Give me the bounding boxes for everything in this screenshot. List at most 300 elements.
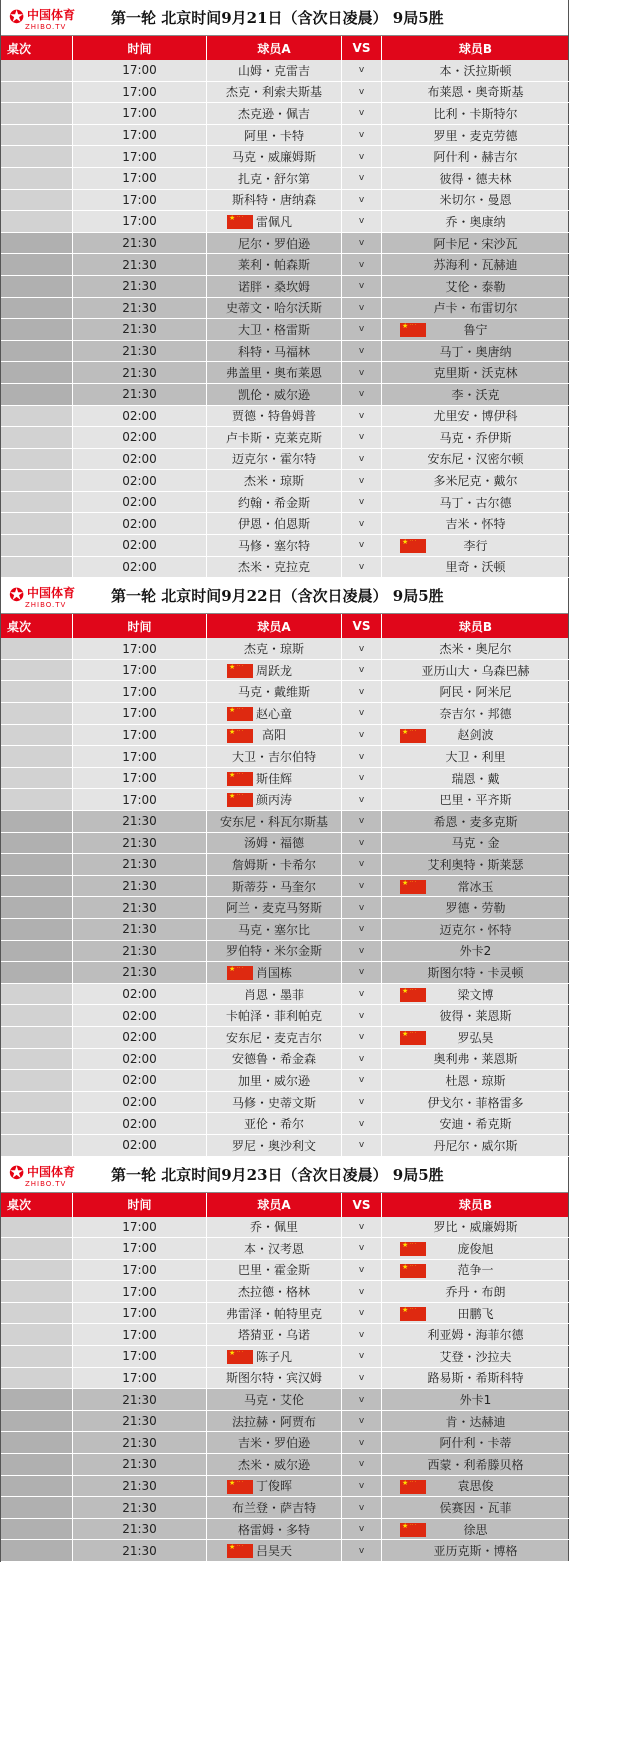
player-a — [207, 833, 341, 854]
player-b-name: 卢卡・布雷切尔 — [433, 301, 518, 316]
player-a — [207, 1476, 341, 1497]
player-a-cell — [207, 1070, 342, 1092]
match-row — [1, 384, 568, 406]
desk-cell — [1, 557, 73, 579]
match-row — [1, 1519, 568, 1541]
vs-marker: v — [342, 190, 382, 212]
match-row — [1, 768, 568, 790]
player-a-cell — [207, 919, 342, 941]
vs-marker: v — [342, 513, 382, 535]
player-a-name: 吕昊天 — [255, 1544, 292, 1559]
player-b-name: 杜恩・琼斯 — [445, 1073, 506, 1088]
player-a-cell — [207, 557, 342, 579]
player-b-name: 庞俊旭 — [457, 1241, 494, 1256]
player-b-cell — [382, 1027, 569, 1049]
player-a-cell — [207, 1027, 342, 1049]
player-a — [207, 897, 341, 918]
match-row — [1, 1303, 568, 1325]
player-a — [207, 427, 341, 448]
player-a — [207, 1368, 341, 1389]
player-a-cell — [207, 470, 342, 492]
china-flag-icon — [227, 707, 253, 721]
vs-marker: v — [342, 1049, 382, 1071]
player-a-name: 阿里・卡特 — [243, 128, 304, 143]
player-b — [382, 833, 569, 854]
player-a — [207, 1281, 341, 1302]
player-a — [207, 1217, 341, 1238]
player-b-cell — [382, 789, 569, 811]
desk-cell — [1, 1346, 73, 1368]
player-b — [382, 1476, 569, 1497]
player-b-name: 阿民・阿米尼 — [439, 685, 512, 700]
time-cell: 02:00 — [73, 557, 207, 579]
match-row — [1, 449, 568, 471]
desk-cell — [1, 1497, 73, 1519]
player-a-cell — [207, 768, 342, 790]
player-b-cell — [382, 427, 569, 449]
time-cell: 17:00 — [73, 103, 207, 125]
logo-text: 中国体育 — [27, 586, 76, 601]
match-row — [1, 725, 568, 747]
player-b — [382, 1324, 569, 1345]
player-a-name: 卡帕泽・菲利帕克 — [225, 1009, 322, 1024]
time-cell: 21:30 — [73, 298, 207, 320]
player-b-name: 赵剑波 — [457, 728, 494, 743]
player-a — [207, 1454, 341, 1475]
player-b-cell — [382, 1324, 569, 1346]
player-b — [382, 897, 569, 918]
china-flag-icon — [227, 1480, 253, 1494]
player-a-name: 大卫・吉尔伯特 — [231, 750, 316, 765]
desk-cell — [1, 1476, 73, 1498]
player-a-cell — [207, 1005, 342, 1027]
player-a-name: 肖恩・墨菲 — [243, 987, 304, 1002]
vs-marker: v — [342, 746, 382, 768]
match-row — [1, 1092, 568, 1114]
player-b — [382, 1519, 569, 1540]
logo-text-group — [25, 4, 75, 31]
player-a-name: 本・汉考恩 — [243, 1241, 304, 1256]
player-a-cell — [207, 1260, 342, 1282]
player-b — [382, 60, 569, 81]
player-a — [207, 82, 341, 103]
time-cell: 21:30 — [73, 1476, 207, 1498]
time-cell: 17:00 — [73, 190, 207, 212]
desk-cell — [1, 660, 73, 682]
player-b-cell — [382, 1476, 569, 1498]
player-b-name: 马克・金 — [451, 836, 500, 851]
player-a — [207, 1389, 341, 1410]
vs-marker: v — [342, 1113, 382, 1135]
player-b-cell — [382, 897, 569, 919]
player-b — [382, 725, 569, 746]
match-row — [1, 1027, 568, 1049]
vs-marker: v — [342, 82, 382, 104]
desk-cell — [1, 125, 73, 147]
vs-marker: v — [342, 1260, 382, 1282]
player-b — [382, 660, 569, 681]
china-flag-icon — [400, 988, 426, 1002]
player-a-name: 伊恩・伯恩斯 — [237, 517, 310, 532]
player-b-cell — [382, 1113, 569, 1135]
player-a — [207, 492, 341, 513]
player-b — [382, 427, 569, 448]
player-b-name: 奈吉尔・邦德 — [439, 706, 512, 721]
player-b-cell — [382, 60, 569, 82]
vs-marker: v — [342, 319, 382, 341]
player-a — [207, 211, 341, 232]
player-a-name: 亚伦・希尔 — [243, 1117, 304, 1132]
player-a — [207, 1070, 341, 1091]
time-cell: 17:00 — [73, 703, 207, 725]
desk-cell — [1, 1049, 73, 1071]
section-title: 第一轮 北京时间9月22日（含次日凌晨） 9局5胜 — [111, 587, 444, 606]
player-b-cell — [382, 319, 569, 341]
time-cell: 21:30 — [73, 1432, 207, 1454]
player-a-cell — [207, 254, 342, 276]
match-row — [1, 1281, 568, 1303]
player-b-cell — [382, 513, 569, 535]
player-a — [207, 876, 341, 897]
player-a-name: 约翰・希金斯 — [237, 495, 310, 510]
player-a-cell — [207, 1411, 342, 1433]
player-a — [207, 513, 341, 534]
player-b-cell — [382, 384, 569, 406]
player-a-name: 马克・塞尔比 — [237, 922, 310, 937]
player-b-name: 彼得・德夫林 — [439, 171, 512, 186]
player-b — [382, 703, 569, 724]
player-b-name: 奥利弗・莱恩斯 — [433, 1052, 518, 1067]
player-b-cell — [382, 660, 569, 682]
match-row — [1, 1389, 568, 1411]
vs-marker: v — [342, 876, 382, 898]
player-a-cell — [207, 854, 342, 876]
player-b — [382, 962, 569, 983]
player-b — [382, 1135, 569, 1156]
player-b — [382, 1005, 569, 1026]
player-a-name: 大卫・格雷斯 — [237, 322, 310, 337]
vs-marker: v — [342, 168, 382, 190]
time-cell: 17:00 — [73, 1303, 207, 1325]
player-b-cell — [382, 254, 569, 276]
player-a-cell — [207, 211, 342, 233]
player-a-cell — [207, 125, 342, 147]
player-a — [207, 406, 341, 427]
player-a-name: 颜丙涛 — [255, 793, 292, 808]
player-a-cell — [207, 319, 342, 341]
time-cell: 17:00 — [73, 768, 207, 790]
player-a-name: 法拉赫・阿贾布 — [231, 1414, 316, 1429]
player-a-name: 斯科特・唐纳森 — [231, 193, 316, 208]
logo-subtext: ZHIBO.TV — [25, 601, 67, 610]
player-b-name: 马丁・奥唐纳 — [439, 344, 512, 359]
player-b — [382, 1217, 569, 1238]
player-a-name: 扎克・舒尔第 — [237, 171, 310, 186]
match-row — [1, 1070, 568, 1092]
player-a-name: 马修・史蒂文斯 — [231, 1095, 316, 1110]
player-a-cell — [207, 82, 342, 104]
player-a-name: 安东尼・麦克吉尔 — [225, 1030, 322, 1045]
china-flag-icon — [400, 323, 426, 337]
column-header-row — [1, 36, 568, 60]
desk-cell — [1, 833, 73, 855]
china-flag-icon — [227, 966, 253, 980]
player-a — [207, 919, 341, 940]
player-b-name: 阿什利・卡蒂 — [439, 1436, 512, 1451]
player-a — [207, 233, 341, 254]
player-b-name: 鲁宁 — [463, 322, 488, 337]
time-cell: 02:00 — [73, 1027, 207, 1049]
match-row — [1, 190, 568, 212]
desk-cell — [1, 1519, 73, 1541]
player-b — [382, 746, 569, 767]
player-b-cell — [382, 168, 569, 190]
vs-marker: v — [342, 1476, 382, 1498]
player-b-cell — [382, 103, 569, 125]
player-a-cell — [207, 1303, 342, 1325]
player-b — [382, 1540, 569, 1561]
vs-marker: v — [342, 276, 382, 298]
player-b — [382, 146, 569, 167]
vs-marker: v — [342, 103, 382, 125]
time-cell: 21:30 — [73, 362, 207, 384]
player-b-cell — [382, 1432, 569, 1454]
player-a-name: 加里・威尔逊 — [237, 1073, 310, 1088]
player-a-cell — [207, 1432, 342, 1454]
player-a — [207, 1113, 341, 1134]
vs-marker: v — [342, 941, 382, 963]
player-b — [382, 1303, 569, 1324]
player-b — [382, 1454, 569, 1475]
player-b-cell — [382, 535, 569, 557]
time-cell: 21:30 — [73, 276, 207, 298]
time-cell: 17:00 — [73, 1324, 207, 1346]
time-cell: 17:00 — [73, 1368, 207, 1390]
player-b-cell — [382, 833, 569, 855]
player-b-name: 斯图尔特・卡灵顿 — [427, 965, 524, 980]
player-a-name: 陈子凡 — [255, 1349, 292, 1364]
china-flag-icon — [227, 729, 253, 743]
player-b — [382, 82, 569, 103]
player-a-cell — [207, 103, 342, 125]
player-b-name: 田鹏飞 — [457, 1306, 494, 1321]
vs-marker: v — [342, 60, 382, 82]
column-header-time: 时间 — [73, 36, 207, 60]
player-b-cell — [382, 492, 569, 514]
player-a-cell — [207, 1092, 342, 1114]
vs-marker: v — [342, 703, 382, 725]
player-a-cell — [207, 1497, 342, 1519]
match-row — [1, 660, 568, 682]
player-b-cell — [382, 1135, 569, 1157]
player-b — [382, 233, 569, 254]
china-flag-icon — [227, 772, 253, 786]
player-b-name: 亚历山大・乌森巴赫 — [421, 663, 530, 678]
player-a — [207, 941, 341, 962]
time-cell: 17:00 — [73, 789, 207, 811]
vs-marker: v — [342, 406, 382, 428]
player-a-name: 乔・佩里 — [249, 1220, 298, 1235]
player-b — [382, 535, 569, 556]
player-b — [382, 513, 569, 534]
vs-marker: v — [342, 470, 382, 492]
player-b — [382, 984, 569, 1005]
player-b-cell — [382, 854, 569, 876]
desk-cell — [1, 1540, 73, 1562]
vs-marker: v — [342, 384, 382, 406]
match-row — [1, 1113, 568, 1135]
match-row — [1, 427, 568, 449]
match-row — [1, 1476, 568, 1498]
player-b — [382, 1281, 569, 1302]
player-b-cell — [382, 211, 569, 233]
match-row — [1, 125, 568, 147]
vs-marker: v — [342, 298, 382, 320]
vs-marker: v — [342, 833, 382, 855]
vs-marker: v — [342, 341, 382, 363]
player-b — [382, 941, 569, 962]
match-row — [1, 319, 568, 341]
desk-cell — [1, 1281, 73, 1303]
china-flag-icon — [227, 793, 253, 807]
china-flag-icon — [400, 1307, 426, 1321]
player-b — [382, 557, 569, 578]
player-a-cell — [207, 406, 342, 428]
player-b-name: 利亚姆・海菲尔德 — [427, 1328, 524, 1343]
player-a-cell — [207, 897, 342, 919]
player-a-name: 弗盖里・奥布莱恩 — [225, 366, 322, 381]
desk-cell — [1, 746, 73, 768]
vs-marker: v — [342, 427, 382, 449]
match-row — [1, 876, 568, 898]
match-row — [1, 211, 568, 233]
player-a-name: 杰米・威尔逊 — [237, 1457, 310, 1472]
player-b-name: 伊戈尔・菲格雷多 — [427, 1095, 524, 1110]
player-b-name: 罗里・麦克劳德 — [433, 128, 518, 143]
player-b-cell — [382, 941, 569, 963]
player-b — [382, 298, 569, 319]
vs-marker: v — [342, 919, 382, 941]
player-a-cell — [207, 233, 342, 255]
desk-cell — [1, 341, 73, 363]
player-b — [382, 768, 569, 789]
desk-cell — [1, 60, 73, 82]
player-a-cell — [207, 449, 342, 471]
china-flag-icon — [227, 664, 253, 678]
match-row — [1, 1324, 568, 1346]
time-cell: 17:00 — [73, 1260, 207, 1282]
player-b-cell — [382, 1519, 569, 1541]
player-a-name: 斯图尔特・宾汉姆 — [225, 1371, 322, 1386]
player-b-name: 克里斯・沃克林 — [433, 366, 518, 381]
section-header — [1, 0, 568, 36]
player-a-cell — [207, 703, 342, 725]
match-row — [1, 492, 568, 514]
player-a-cell — [207, 1540, 342, 1562]
player-b-name: 彼得・莱恩斯 — [439, 1009, 512, 1024]
player-a-cell — [207, 681, 342, 703]
desk-cell — [1, 1389, 73, 1411]
player-b-name: 徐思 — [463, 1522, 488, 1537]
player-a-name: 杰米・克拉克 — [237, 560, 310, 575]
time-cell: 17:00 — [73, 725, 207, 747]
time-cell: 21:30 — [73, 833, 207, 855]
match-row — [1, 984, 568, 1006]
column-header-vs: VS — [342, 614, 382, 638]
vs-marker: v — [342, 1092, 382, 1114]
column-header-player-a: 球员A — [207, 1193, 342, 1217]
desk-cell — [1, 1217, 73, 1239]
player-a-cell — [207, 1389, 342, 1411]
desk-cell — [1, 962, 73, 984]
section-title: 第一轮 北京时间9月21日（含次日凌晨） 9局5胜 — [111, 9, 444, 27]
match-row — [1, 168, 568, 190]
vs-marker: v — [342, 1346, 382, 1368]
match-row — [1, 1540, 568, 1562]
desk-cell — [1, 319, 73, 341]
logo-star-icon: ✪ — [9, 6, 25, 28]
player-b-cell — [382, 362, 569, 384]
player-b-cell — [382, 470, 569, 492]
column-header-vs: VS — [342, 36, 382, 60]
time-cell: 21:30 — [73, 254, 207, 276]
desk-cell — [1, 1411, 73, 1433]
desk-cell — [1, 1368, 73, 1390]
desk-cell — [1, 1027, 73, 1049]
player-a-name: 塔猜亚・乌诺 — [237, 1328, 310, 1343]
player-b — [382, 492, 569, 513]
player-a-cell — [207, 811, 342, 833]
player-a-cell — [207, 1049, 342, 1071]
player-b-name: 迈克尔・怀特 — [439, 922, 512, 937]
player-a-cell — [207, 513, 342, 535]
match-row — [1, 1454, 568, 1476]
player-b — [382, 319, 569, 340]
player-b-cell — [382, 725, 569, 747]
player-a-cell — [207, 1238, 342, 1260]
player-a — [207, 319, 341, 340]
player-a-name: 肖国栋 — [255, 965, 292, 980]
time-cell: 21:30 — [73, 962, 207, 984]
time-cell: 02:00 — [73, 535, 207, 557]
player-a-cell — [207, 746, 342, 768]
desk-cell — [1, 1005, 73, 1027]
player-b — [382, 1027, 569, 1048]
player-a-name: 罗伯特・米尔金斯 — [225, 944, 322, 959]
logo-star-icon: ✪ — [9, 584, 25, 606]
column-header-row — [1, 1193, 568, 1217]
player-a — [207, 190, 341, 211]
player-b-cell — [382, 190, 569, 212]
player-a — [207, 962, 341, 983]
player-a — [207, 811, 341, 832]
player-a-name: 安德鲁・希金森 — [231, 1052, 316, 1067]
match-row — [1, 1135, 568, 1157]
player-b-name: 罗弘昊 — [457, 1030, 494, 1045]
match-row — [1, 854, 568, 876]
match-row — [1, 298, 568, 320]
desk-cell — [1, 1135, 73, 1157]
column-header-player-b: 球员B — [458, 41, 493, 56]
china-flag-icon — [227, 1544, 253, 1558]
player-b-cell — [382, 557, 569, 579]
brand-logo — [1, 1161, 99, 1188]
time-cell: 17:00 — [73, 1281, 207, 1303]
player-a — [207, 746, 341, 767]
desk-cell — [1, 1303, 73, 1325]
desk-cell — [1, 1092, 73, 1114]
desk-cell — [1, 1238, 73, 1260]
